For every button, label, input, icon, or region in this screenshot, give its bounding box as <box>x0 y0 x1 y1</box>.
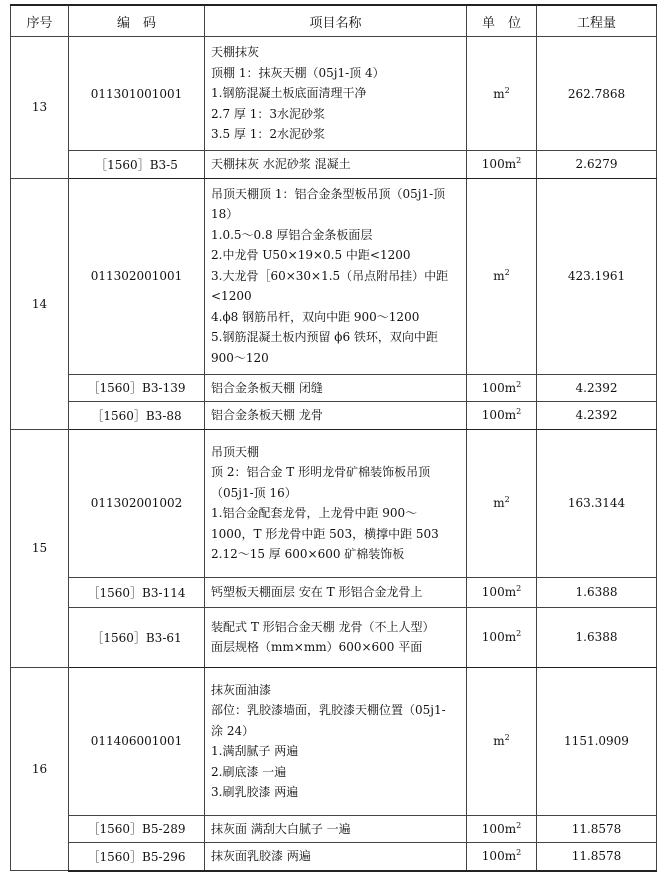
item-name-line: 吊顶天棚顶 1：铝合金条型板吊顶（05j1-顶 <box>211 186 446 201</box>
item-name-line: 天棚抹灰 <box>211 45 260 60</box>
seq-cell: 13 <box>11 37 69 179</box>
unit-base: 100m <box>481 157 517 172</box>
item-name-line: 900～120 <box>211 350 269 365</box>
unit-exponent: 2 <box>516 156 522 166</box>
item-name-line: <1200 <box>211 289 252 304</box>
unit-exponent: 2 <box>516 629 522 638</box>
unit-cell <box>467 178 537 374</box>
quantity-cell: 4.2392 <box>537 374 657 402</box>
table-row <box>11 374 657 402</box>
unit-base: m <box>493 86 505 101</box>
unit-cell <box>467 37 537 151</box>
unit-cell <box>467 151 537 179</box>
unit-base: m <box>493 734 505 748</box>
unit-exponent: 2 <box>504 85 510 95</box>
unit-cell <box>467 402 537 430</box>
table-row <box>11 178 657 374</box>
quantity-cell: 1151.0909 <box>537 667 657 815</box>
unit-base: 100m <box>481 849 517 864</box>
table-body <box>11 37 657 871</box>
quantity-cell: 11.8578 <box>537 843 657 871</box>
unit-exponent: 2 <box>504 495 510 504</box>
unit-cell <box>467 429 537 577</box>
item-name-line: 抹灰面乳胶漆 两遍 <box>211 849 311 863</box>
item-name-cell <box>205 607 467 667</box>
item-name-line: 顶 2：铝合金 T 形明龙骨矿棉装饰板吊顶 <box>211 465 431 479</box>
item-name-cell <box>205 151 467 179</box>
quantity-cell: 11.8578 <box>537 815 657 843</box>
unit-base: 100m <box>481 408 517 423</box>
item-name-line: 3.刷乳胶漆 两遍 <box>211 785 299 799</box>
unit-cell <box>467 577 537 607</box>
unit-base: m <box>493 496 505 510</box>
unit-cell <box>467 815 537 843</box>
unit-cell <box>467 374 537 402</box>
unit-cell <box>467 607 537 667</box>
code-cell: ［1560］B3-5 <box>69 151 205 179</box>
unit-base: 100m <box>481 380 517 395</box>
code-cell: 011301001001 <box>69 37 205 151</box>
code-cell: ［1560］B3-139 <box>69 374 205 402</box>
item-name-line: 抹灰面 满刮大白腻子 一遍 <box>211 821 351 836</box>
item-name-cell <box>205 374 467 402</box>
item-name-line: 2.12～15 厚 600×600 矿棉装饰板 <box>211 547 405 561</box>
unit-base: 100m <box>481 821 517 836</box>
table-row <box>11 843 657 871</box>
seq-cell: 16 <box>11 667 69 871</box>
quantity-cell: 262.7868 <box>537 37 657 151</box>
item-name-cell <box>205 402 467 430</box>
table-row <box>11 667 657 815</box>
item-name-line: 2.刷底漆 一遍 <box>211 764 287 779</box>
quantity-cell: 1.6388 <box>537 577 657 607</box>
quantity-cell: 4.2392 <box>537 402 657 430</box>
code-cell: ［1560］B3-88 <box>69 402 205 430</box>
table-row <box>11 577 657 607</box>
item-name-line: 涂 24） <box>211 723 255 738</box>
quantity-cell: 163.3144 <box>537 429 657 577</box>
table-row <box>11 37 657 151</box>
code-cell: ［1560］B3-61 <box>69 607 205 667</box>
table-row <box>11 429 657 577</box>
header-name: 项目名称 <box>205 5 467 37</box>
item-name-line: 1.满刮腻子 两遍 <box>211 744 299 758</box>
item-name-line: 吊顶天棚 <box>211 444 260 459</box>
code-cell: 011406001001 <box>69 667 205 815</box>
unit-exponent: 2 <box>516 379 522 389</box>
code-cell: ［1560］B3-114 <box>69 577 205 607</box>
header-row <box>11 5 657 37</box>
item-name-line: 钙塑板天棚面层 安在 T 形铝合金龙骨上 <box>211 584 423 599</box>
table-row <box>11 607 657 667</box>
code-cell: 011302001001 <box>69 178 205 374</box>
unit-exponent: 2 <box>516 820 522 830</box>
quantity-cell: 2.6279 <box>537 151 657 179</box>
item-name-line: 3.5 厚 1：2水泥砂浆 <box>211 127 325 142</box>
item-name-cell <box>205 815 467 843</box>
quantity-cell: 1.6388 <box>537 607 657 667</box>
unit-exponent: 2 <box>504 268 510 277</box>
item-name-line: 18） <box>211 207 239 222</box>
unit-exponent: 2 <box>516 407 522 417</box>
item-name-line: 部位：乳胶漆墙面，乳胶漆天棚位置（05j1- <box>211 703 446 717</box>
table-row <box>11 151 657 179</box>
item-name-line: 5.钢筋混凝土板内预留 ϕ6 铁环，双向中距 <box>211 330 438 345</box>
item-name-line: 2.中龙骨 U50×19×0.5 中距<1200 <box>211 248 411 263</box>
header-unit: 单 位 <box>467 5 537 37</box>
code-cell: ［1560］B5-289 <box>69 815 205 843</box>
table-row <box>11 402 657 430</box>
item-name-cell <box>205 843 467 871</box>
item-name-cell <box>205 577 467 607</box>
unit-exponent: 2 <box>504 733 510 742</box>
unit-exponent: 2 <box>516 848 522 858</box>
item-name-line: 顶棚 1：抹灰天棚（05j1-顶 4） <box>211 65 385 80</box>
item-name-line: 铝合金条板天棚 龙骨 <box>211 408 323 422</box>
item-name-line: （05j1-顶 16） <box>211 485 297 500</box>
item-name-line: 1.0.5～0.8 厚铝合金条板面层 <box>211 227 373 242</box>
code-cell: ［1560］B5-296 <box>69 843 205 871</box>
item-name-line: 铝合金条板天棚 闭缝 <box>211 380 323 395</box>
quantity-cell: 423.1961 <box>537 178 657 374</box>
item-name-cell <box>205 667 467 815</box>
unit-base: m <box>493 269 505 283</box>
item-name-cell <box>205 429 467 577</box>
seq-cell: 14 <box>11 178 69 429</box>
item-name-line: 1.钢筋混凝土板底面清理干净 <box>211 86 367 101</box>
unit-cell <box>467 667 537 815</box>
unit-cell <box>467 843 537 871</box>
seq-cell: 15 <box>11 429 69 667</box>
item-name-cell <box>205 37 467 151</box>
unit-exponent: 2 <box>516 584 522 593</box>
item-name-line: 面层规格（mm×mm）600×600 平面 <box>211 640 423 654</box>
item-name-cell <box>205 178 467 374</box>
code-cell: 011302001002 <box>69 429 205 577</box>
item-name-line: 天棚抹灰 水泥砂浆 混凝土 <box>211 157 351 171</box>
item-name-line: 装配式 T 形铝合金天棚 龙骨（不上人型） <box>211 619 435 634</box>
item-name-line: 2.7 厚 1：3水泥砂浆 <box>211 106 325 121</box>
header-quantity: 工程量 <box>537 5 657 37</box>
item-name-line: 3.大龙骨［60×30×1.5（吊点附吊挂）中距 <box>211 268 449 283</box>
quantity-table <box>10 4 657 872</box>
item-name-line: 1000，T 形龙骨中距 503，横撑中距 503 <box>211 526 439 541</box>
unit-base: 100m <box>481 585 517 599</box>
item-name-line: 抹灰面油漆 <box>211 682 272 697</box>
header-seq: 序号 <box>11 5 69 37</box>
header-code: 编 码 <box>69 5 205 37</box>
unit-base: 100m <box>481 630 517 644</box>
item-name-line: 1.铝合金配套龙骨，上龙骨中距 900～ <box>211 506 418 520</box>
item-name-line: 4.ϕ8 钢筋吊杆，双向中距 900～1200 <box>211 309 420 324</box>
table-row <box>11 815 657 843</box>
